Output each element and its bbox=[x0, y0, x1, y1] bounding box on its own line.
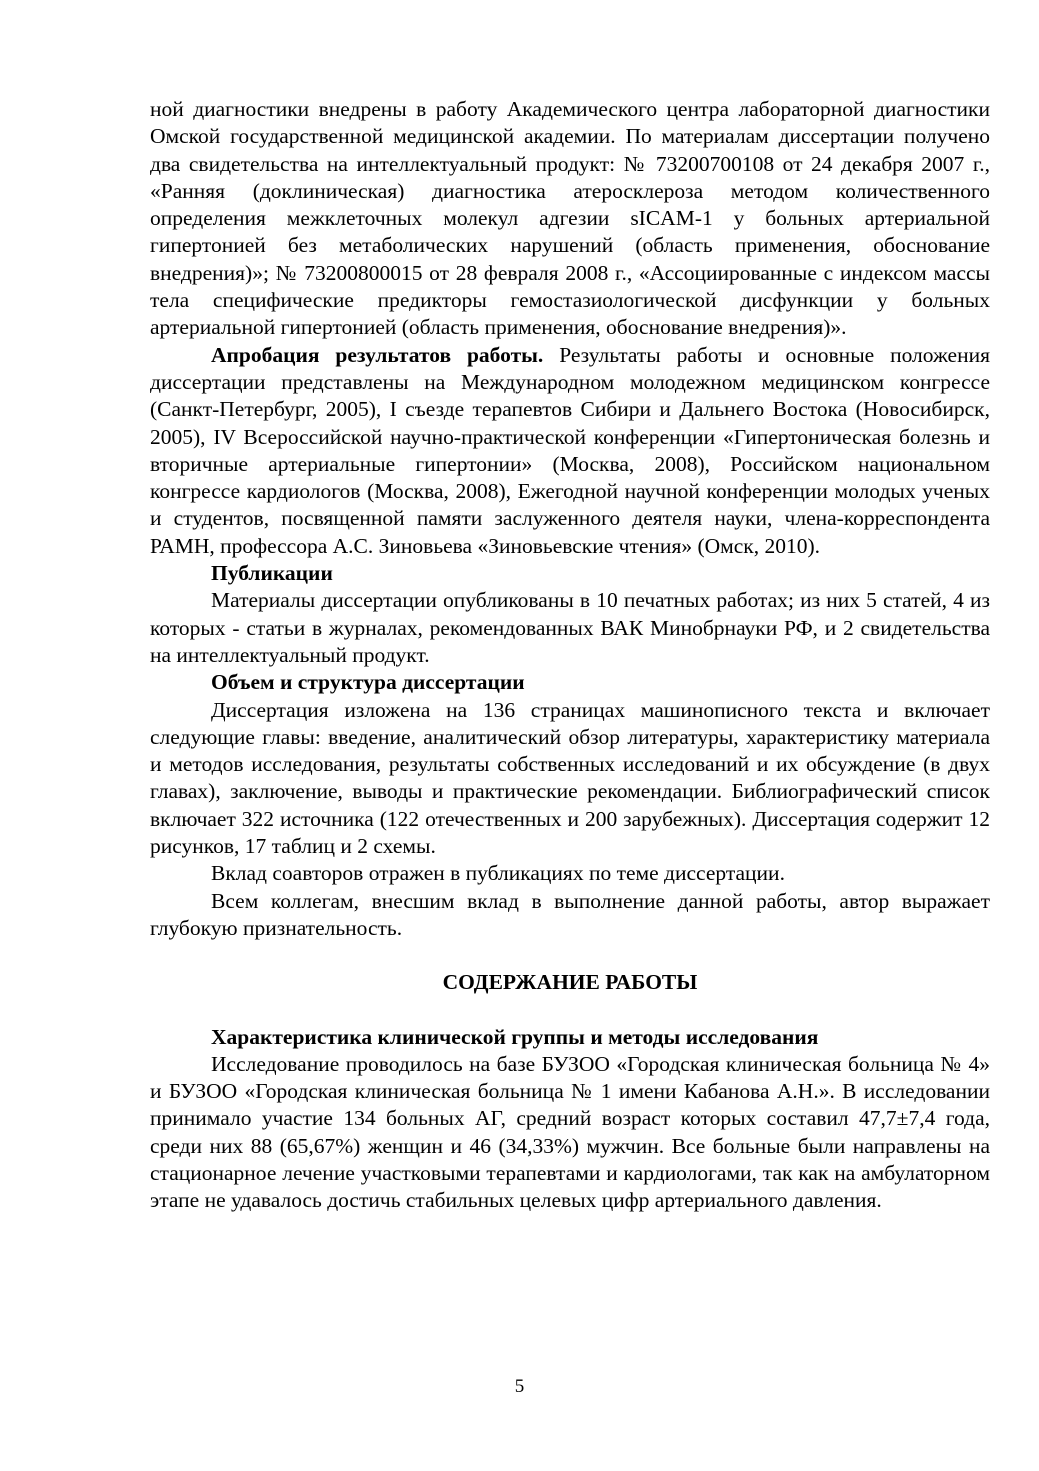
intro-paragraph: ной диагностики внедрены в работу Академического центра лабораторной диагностики Омской государственной медицинской академии. По материалам диссертации получено два свидетельства на интеллектуальный продукт: № 73200700108 от 24 декабря 2007 г., «Ранняя (доклиническая) диагностика атеросклероза методом количественного определения межклеточных молекул адгезии sICAM-1 у больных артериальной гипертонией без метаболических нарушений (область применения, обоснование внедрения)»; № 73200800015 от 28 февраля 2008 г., «Ассоциированные с индексом массы тела специфические предикторы гемостазиологической дисфункции у больных артериальной гипертонией (область применения, обоснование внедрения)». bbox=[150, 97, 990, 340]
document-page bbox=[150, 96, 990, 1215]
approbation-heading: Апробация результатов работы. bbox=[211, 342, 544, 367]
coauthors-paragraph: Вклад соавторов отражен в публикациях по теме диссертации. bbox=[211, 861, 785, 886]
thanks-paragraph: Всем коллегам, внесшим вклад в выполнение данной работы, автор выражает глубокую признательность. bbox=[150, 888, 990, 940]
publications-heading: Публикации bbox=[211, 561, 333, 586]
clinical-heading: Характеристика клинической группы и методы исследования bbox=[211, 1024, 819, 1049]
approbation-text: Результаты работы и основные положения диссертации представлены на Международном молодежном медицинском конгрессе (Санкт-Петербург, 2005), I съезде терапевтов Сибири и Дальнего Востока (Новосибирск, 2005), IV Всероссийской научно-практической конференции «Гипертоническая болезнь и вторичные артериальные гипертонии» (Москва, 2008), Российском национальном конгрессе кардиологов (Москва, 2008), Ежегодной научной конференции молодых ученых и студентов, посвященной памяти заслуженного деятеля науки, члена-корреспондента РАМН, профессора А.С. Зиновьева «Зиновьевские чтения» (Омск, 2010). bbox=[150, 342, 990, 558]
publications-paragraph: Материалы диссертации опубликованы в 10 печатных работах; из них 5 статей, 4 из которых - статьи в журналах, рекомендованных ВАК Минобрнауки РФ, и 2 свидетельства на интеллектуальный продукт. bbox=[150, 588, 990, 667]
section-title: СОДЕРЖАНИЕ РАБОТЫ bbox=[442, 970, 698, 995]
page-number: 5 bbox=[514, 1376, 525, 1397]
structure-heading: Объем и структура диссертации bbox=[211, 670, 525, 695]
clinical-paragraph: Исследование проводилось на базе БУЗОО «Городская клиническая больница № 4» и БУЗОО «Городская клиническая больница № 1 имени Кабанова А.Н.». В исследовании принимало участие 134 больных АГ, средний возраст которых составил 47,7±7,4 года, среди них 88 (65,67%) женщин и 46 (34,33%) мужчин. Все больные были направлены на стационарное лечение участковыми терапевтами и кардиологами, так как на амбулаторном этапе не удавалось достичь стабильных целевых цифр артериального давления. bbox=[150, 1051, 990, 1213]
structure-paragraph: Диссертация изложена на 136 страницах машинописного текста и включает следующие главы: введение, аналитический обзор литературы, характеристику материала и методов исследования, результаты собственных исследований и их обсуждение (в двух главах), заключение, выводы и практические рекомендации. Библиографический список включает 322 источника (122 отечественных и 200 зарубежных). Диссертация содержит 12 рисунков, 17 таблиц и 2 схемы. bbox=[150, 697, 990, 859]
approbation-paragraph bbox=[150, 342, 990, 560]
